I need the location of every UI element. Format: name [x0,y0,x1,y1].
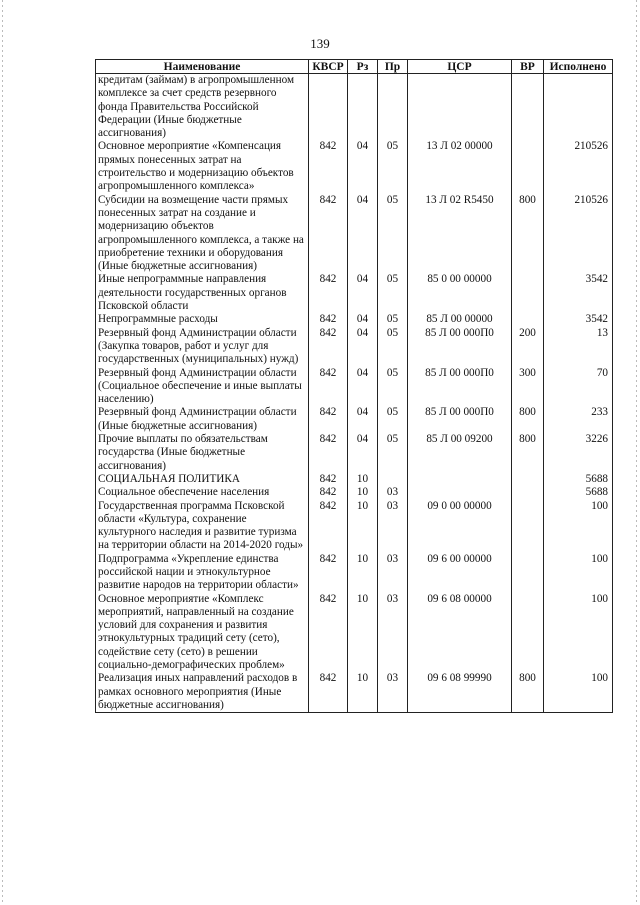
cell-vr [512,313,544,326]
cell-name: Социальное обеспечение населения [96,486,309,499]
cell-kvsr: 842 [309,433,348,473]
cell-rz: 10 [348,553,378,593]
cell-name: Основное мероприятие «Компенсация прямых понесенных затрат на строительство и модернизацию объектов агропромышленного комплекса» [96,140,309,193]
cell-pr: 03 [378,486,408,499]
table-row [96,672,613,712]
cell-rz: 04 [348,273,378,313]
cell-name: Резервный фонд Администрации области (Социальное обеспечение и иные выплаты населению) [96,367,309,407]
cell-vr [512,74,544,141]
table-body [96,74,613,713]
cell-pr: 05 [378,273,408,313]
cell-sum: 100 [544,553,613,593]
cell-name: кредитам (займам) в агропромышленном комплексе за счет средств резервного фонда Правительства Российской Федерации (Иные бюджетные ассигнования) [96,74,309,141]
header-csr: ЦСР [408,60,512,74]
table-row [96,406,613,433]
cell-csr: 85 0 00 00000 [408,273,512,313]
cell-sum: 100 [544,672,613,712]
cell-pr: 03 [378,672,408,712]
cell-pr: 05 [378,433,408,473]
table-row [96,433,613,473]
table-row [96,500,613,553]
cell-pr: 05 [378,140,408,193]
cell-rz: 04 [348,327,378,367]
cell-rz: 10 [348,500,378,553]
cell-rz: 10 [348,672,378,712]
page-number: 139 [310,36,330,51]
cell-csr: 09 6 00 00000 [408,553,512,593]
cell-name: Субсидии на возмещение части прямых понесенных затрат на создание и модернизацию объектов агропромышленного комплекса, а также на приобретение техники и оборудования (Иные бюджетные ассигнования) [96,194,309,274]
cell-vr [512,486,544,499]
cell-sum: 100 [544,500,613,553]
cell-pr: 05 [378,406,408,433]
cell-pr [378,473,408,486]
cell-vr: 800 [512,194,544,274]
cell-name: Резервный фонд Администрации области (Иные бюджетные ассигнования) [96,406,309,433]
cell-csr: 09 6 08 99990 [408,672,512,712]
cell-csr: 85 Л 00 000П0 [408,367,512,407]
cell-kvsr: 842 [309,327,348,367]
cell-csr: 13 Л 02 R5450 [408,194,512,274]
cell-csr [408,74,512,141]
cell-name: Основное мероприятие «Комплекс мероприятий, направленный на создание условий для сохранения и развития этнокультурных традиций сету (сето), содействие сету (сето) в решении социально-демографических проблем» [96,593,309,673]
cell-sum: 3542 [544,273,613,313]
cell-rz: 10 [348,486,378,499]
cell-rz: 04 [348,433,378,473]
cell-name: Резервный фонд Администрации области (Закупка товаров, работ и услуг для государственных (муниципальных) нужд) [96,327,309,367]
cell-rz: 10 [348,593,378,673]
cell-kvsr [309,74,348,141]
cell-vr [512,273,544,313]
cell-kvsr: 842 [309,313,348,326]
header-kvsr: КВСР [309,60,348,74]
table-row [96,140,613,193]
cell-rz: 10 [348,473,378,486]
cell-sum: 233 [544,406,613,433]
table-row [96,553,613,593]
cell-pr: 03 [378,500,408,553]
cell-csr: 85 Л 00 000П0 [408,327,512,367]
table-row [96,593,613,673]
table-header-row [96,60,613,74]
cell-kvsr: 842 [309,140,348,193]
cell-name: Непрограммные расходы [96,313,309,326]
header-vr: ВР [512,60,544,74]
cell-pr: 05 [378,327,408,367]
cell-csr: 09 0 00 00000 [408,500,512,553]
cell-vr: 800 [512,406,544,433]
cell-rz: 04 [348,367,378,407]
header-pr: Пр [378,60,408,74]
cell-name: Государственная программа Псковской области «Культура, сохранение культурного наследия и развитие туризма на территории области на 2014-2020 годы» [96,500,309,553]
cell-csr: 85 Л 00 00000 [408,313,512,326]
cell-vr [512,553,544,593]
cell-kvsr: 842 [309,273,348,313]
cell-sum: 5688 [544,486,613,499]
cell-name: СОЦИАЛЬНАЯ ПОЛИТИКА [96,473,309,486]
header-rz: Рз [348,60,378,74]
cell-pr: 03 [378,553,408,593]
cell-kvsr: 842 [309,406,348,433]
cell-sum: 70 [544,367,613,407]
scan-edge-left [2,0,3,905]
cell-sum: 3226 [544,433,613,473]
header-sum: Исполнено [544,60,613,74]
cell-vr [512,593,544,673]
table-row [96,74,613,141]
table-row [96,473,613,486]
cell-csr: 13 Л 02 00000 [408,140,512,193]
cell-rz [348,74,378,141]
cell-kvsr: 842 [309,500,348,553]
cell-kvsr: 842 [309,194,348,274]
cell-sum: 3542 [544,313,613,326]
cell-sum: 100 [544,593,613,673]
cell-sum: 210526 [544,194,613,274]
cell-vr [512,140,544,193]
cell-name: Прочие выплаты по обязательствам государства (Иные бюджетные ассигнования) [96,433,309,473]
cell-name: Подпрограмма «Укрепление единства российской нации и этнокультурное развитие народов на территории области» [96,553,309,593]
table-row [96,194,613,274]
cell-csr: 85 Л 00 000П0 [408,406,512,433]
cell-sum: 13 [544,327,613,367]
cell-kvsr: 842 [309,553,348,593]
cell-csr: 85 Л 00 09200 [408,433,512,473]
scan-edge-right [636,0,637,905]
table-row [96,486,613,499]
cell-rz: 04 [348,313,378,326]
cell-vr [512,500,544,553]
cell-kvsr: 842 [309,486,348,499]
cell-vr: 800 [512,672,544,712]
cell-vr: 300 [512,367,544,407]
cell-kvsr: 842 [309,473,348,486]
cell-kvsr: 842 [309,593,348,673]
cell-csr [408,486,512,499]
table-row [96,313,613,326]
cell-kvsr: 842 [309,367,348,407]
budget-table [95,59,613,713]
cell-name: Реализация иных направлений расходов в рамках основного мероприятия (Иные бюджетные ассигнования) [96,672,309,712]
cell-pr: 05 [378,194,408,274]
cell-pr: 05 [378,313,408,326]
cell-rz: 04 [348,194,378,274]
cell-name: Иные непрограммные направления деятельности государственных органов Псковской области [96,273,309,313]
header-name: Наименование [96,60,309,74]
cell-csr [408,473,512,486]
cell-pr: 05 [378,367,408,407]
cell-pr: 03 [378,593,408,673]
table-row [96,367,613,407]
cell-vr [512,473,544,486]
cell-pr [378,74,408,141]
cell-sum: 210526 [544,140,613,193]
cell-vr: 800 [512,433,544,473]
cell-vr: 200 [512,327,544,367]
cell-sum: 5688 [544,473,613,486]
cell-sum [544,74,613,141]
cell-kvsr: 842 [309,672,348,712]
cell-rz: 04 [348,140,378,193]
table-row [96,327,613,367]
cell-rz: 04 [348,406,378,433]
cell-csr: 09 6 08 00000 [408,593,512,673]
table-row [96,273,613,313]
